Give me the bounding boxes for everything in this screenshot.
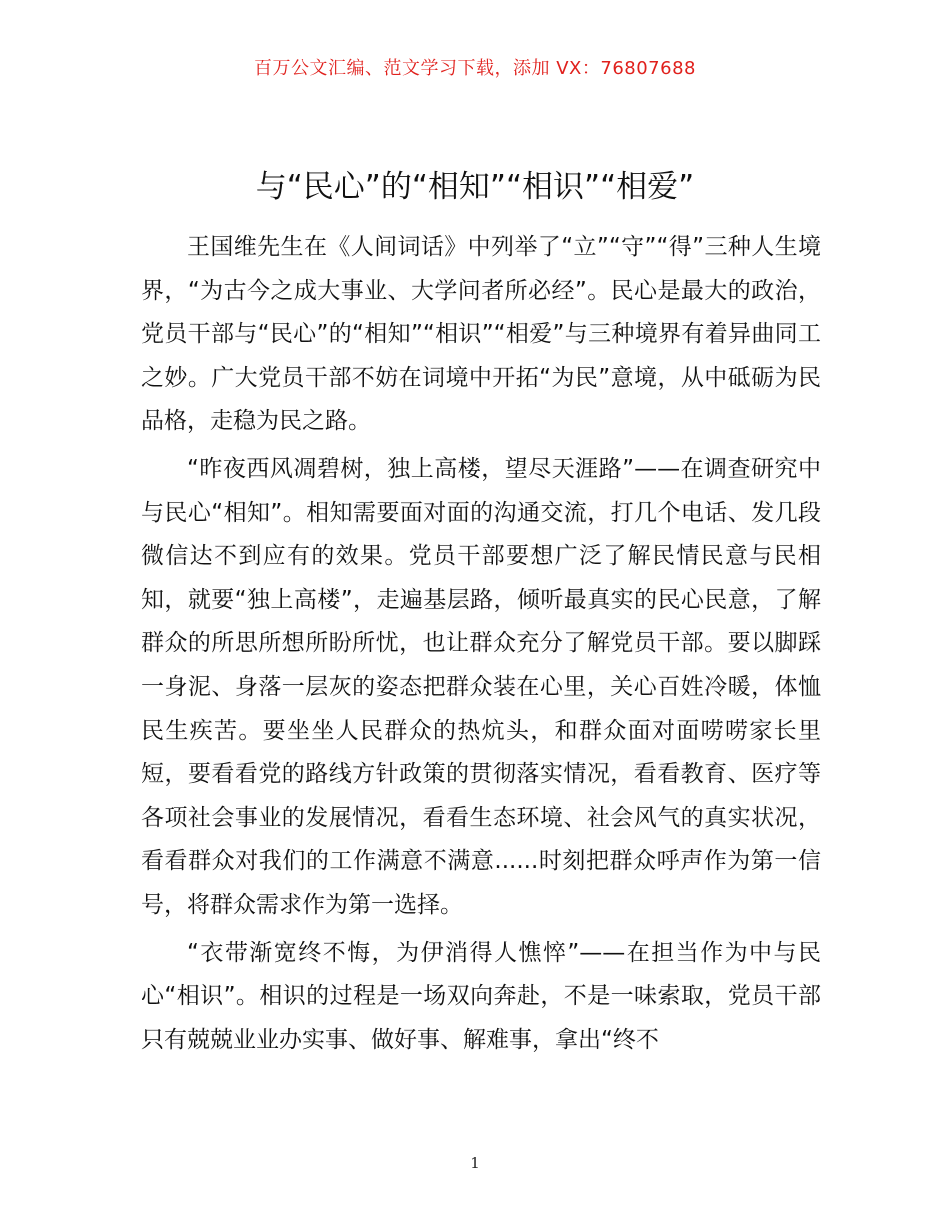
header-banner: 百万公文汇编、范文学习下载，添加 VX：76807688 (254, 58, 696, 79)
paragraph-intro: 王国维先生在《人间词话》中列举了“立”“守”“得”三种人生境界，“为古今之成大事业、大学问者所必经”。民心是最大的政治，党员干部与“民心”的“相知”“相识”“相爱”与三种境界有着异曲同工之妙。广大党员干部不妨在词境中开拓“为民”意境，从中砥砺为民品格，走稳为民之路。 (141, 234, 821, 435)
paragraph-xiangzhi: “昨夜西风凋碧树，独上高楼，望尽天涯路”——在调查研究中与民心“相知”。相知需要面对面的沟通交流，打几个电话、发几段微信达不到应有的效果。党员干部要想广泛了解民情民意与民相知，就要“独上高楼”，走遍基层路，倾听最真实的民心民意，了解群众的所思所想所盼所忧，也让群众充分了解党员干部。要以脚踩一身泥、身落一层灰的姿态把群众装在心里，关心百姓冷暖，体恤民生疾苦。要坐坐人民群众的热炕头，和群众面对面唠唠家长里短，要看看党的路线方针政策的贯彻落实情况，看看教育、医疗等各项社会事业的发展情况，看看生态环境、社会风气的真实状况，看看群众对我们的工作满意不满意......时刻把群众呼声作为第一信号，将群众需求作为第一选择。 (141, 455, 821, 918)
paragraph-xiangshi: “衣带渐宽终不悔，为伊消得人憔悴”——在担当作为中与民心“相识”。相识的过程是一场双向奔赴，不是一味索取，党员干部只有兢兢业业办实事、做好事、解难事，拿出“终不 (141, 939, 821, 1053)
document-body (141, 226, 821, 1066)
document-title: 与“民心”的“相知”“相识”“相爱” (255, 169, 695, 205)
page-number: 1 (470, 1154, 480, 1172)
